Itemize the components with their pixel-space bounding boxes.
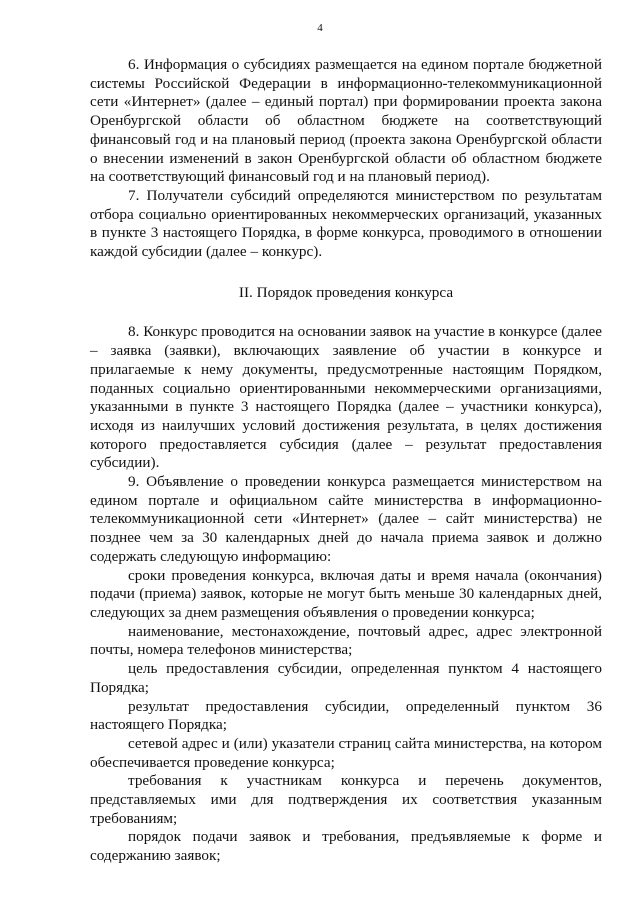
paragraph-7: 7. Получатели субсидий определяются министерством по результатам отбора социально ориентированных некоммерческих организаций, указанных в пункте 3 настоящего Порядка, в форме конкурса, проводимого в отношении каждой субсидии (далее – конкурс). (90, 186, 602, 261)
paragraph-8: 8. Конкурс проводится на основании заявок на участие в конкурсе (далее – заявка (заявки), включающих заявление об участии в конкурсе и прилагаемые к нему документы, предусмотренные настоящим Порядком, поданных социально ориентированными некоммерческими организациями, указанными в пункте 3 настоящего Порядка (далее – участники конкурса), исходя из наилучших условий достижения результата, в целях достижения которого предоставляется субсидия (далее – результат предоставления субсидии). (90, 323, 602, 472)
list-item-requirements: требования к участникам конкурса и перечень документов, представляемых ими для подтверждения их соответствия указанным требованиям; (90, 772, 602, 827)
list-item-website: сетевой адрес и (или) указатели страниц сайта министерства, на котором обеспечивается проведение конкурса; (90, 734, 602, 771)
section-heading: II. Порядок проведения конкурса (238, 283, 454, 301)
list-item-submission: порядок подачи заявок и требования, предъявляемые к форме и содержанию заявок; (90, 828, 602, 865)
list-item-purpose: цель предоставления субсидии, определенная пунктом 4 настоящего Порядка; (90, 660, 602, 696)
paragraph-9: 9. Объявление о проведении конкурса размещается министерством на едином портале и официальном сайте министерства в информационно-телекоммуникационной сети «Интернет» (далее – сайт министерства) не позднее чем за 30 календарных дней до начала приема заявок и должно содержать следующую информацию: (90, 473, 602, 565)
page-number: 4 (317, 22, 323, 34)
list-item-contacts: наименование, местонахождение, почтовый адрес, адрес электронной почты, номера телефонов министерства; (90, 622, 602, 659)
list-item-deadlines: сроки проведения конкурса, включая даты и время начала (окончания) подачи (приема) заявок, которые не могут быть меньше 30 календарных дней, следующих за днем размещения объявления о проведении конкурса; (90, 566, 602, 621)
list-item-result: результат предоставления субсидии, определенный пунктом 36 настоящего Порядка; (90, 697, 602, 734)
paragraph-6: 6. Информация о субсидиях размещается на едином портале бюджетной системы Российской Федерации в информационно-телекоммуникационной сети «Интернет» (далее – единый портал) при формировании проекта закона Оренбургской области об областном бюджете на соответствующий финансовый год и на плановый период (проекта закона Оренбургской области о внесении изменений в закон Оренбургской области об областном бюджете на соответствующий финансовый год и на плановый период). (90, 56, 602, 186)
document-body (90, 56, 602, 866)
